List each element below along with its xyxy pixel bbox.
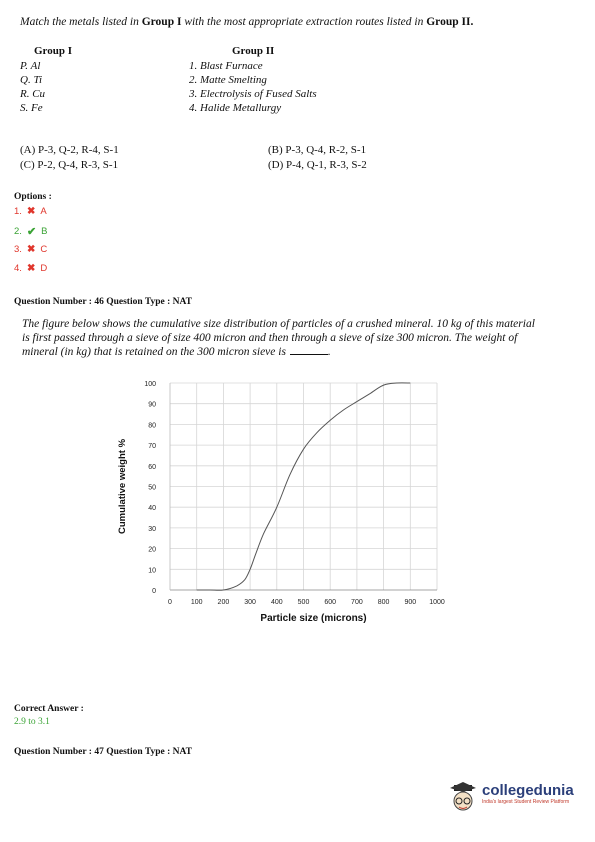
option-1 bbox=[14, 206, 47, 217]
q46-header: Question Number : 46 Question Type : NAT bbox=[14, 297, 192, 307]
x-tick-label: 0 bbox=[168, 599, 172, 606]
y-tick-labels bbox=[144, 381, 156, 595]
cross-icon: ✖ bbox=[26, 263, 36, 274]
group1-item: S. Fe bbox=[20, 102, 43, 114]
x-tick-label: 800 bbox=[377, 599, 390, 606]
x-axis-label: Particle size (microns) bbox=[260, 613, 367, 624]
group2-item: 4. Halide Metallurgy bbox=[189, 102, 282, 114]
q45-intro-group2: Group II. bbox=[426, 16, 474, 28]
y-tick-label: 10 bbox=[148, 567, 156, 575]
choice-d: (D) P-4, Q-1, R-3, S-2 bbox=[268, 159, 367, 171]
x-tick-label: 600 bbox=[324, 599, 337, 606]
x-tick-label: 100 bbox=[190, 599, 203, 606]
y-tick-label: 0 bbox=[152, 588, 156, 595]
mascot-icon bbox=[448, 782, 478, 814]
x-tick-label: 300 bbox=[244, 599, 256, 606]
q46-question-text bbox=[22, 317, 538, 359]
option-3 bbox=[14, 244, 47, 255]
x-tick-label: 900 bbox=[404, 599, 417, 606]
option-letter: C bbox=[40, 244, 48, 255]
group2-list bbox=[189, 59, 317, 115]
q45-intro-text: Match the metals listed in bbox=[20, 16, 142, 28]
y-tick-label: 20 bbox=[148, 546, 156, 554]
y-tick-label: 100 bbox=[144, 381, 156, 388]
x-tick-label: 1000 bbox=[429, 599, 445, 606]
option-number: 1. bbox=[14, 206, 22, 217]
collegedunia-logo bbox=[448, 782, 574, 814]
q46-text-body: The figure below shows the cumulative size distribution of particles of a crushed mineral. 10 kg of this material is first passed through a sieve of size 400 micron and then through a sieve of size 300 micron. The weight of mineral (in kg) that is retained on the 300 micron sieve is bbox=[22, 318, 535, 358]
y-tick-label: 50 bbox=[148, 484, 156, 492]
q47-header: Question Number : 47 Question Type : NAT bbox=[14, 747, 192, 757]
option-letter: D bbox=[40, 263, 48, 274]
group1-title: Group I bbox=[34, 45, 73, 57]
logo-tagline: India's largest Student Review Platform bbox=[482, 799, 570, 805]
group2-title: Group II bbox=[232, 45, 275, 57]
group1-item: R. Cu bbox=[20, 88, 46, 100]
option-letter: B bbox=[41, 226, 48, 237]
y-tick-label: 90 bbox=[148, 401, 156, 409]
x-tick-label: 500 bbox=[297, 599, 310, 606]
option-2 bbox=[14, 225, 48, 238]
chart-grid bbox=[170, 383, 437, 590]
choice-b: (B) P-3, Q-4, R-2, S-1 bbox=[268, 144, 367, 156]
answer-blank bbox=[290, 354, 328, 355]
group1-item: P. Al bbox=[20, 60, 41, 72]
group2-item: 2. Matte Smelting bbox=[189, 74, 267, 86]
y-tick-label: 70 bbox=[148, 443, 156, 451]
option-number: 3. bbox=[14, 244, 22, 255]
cross-icon: ✖ bbox=[26, 244, 36, 255]
x-tick-label: 200 bbox=[217, 599, 230, 606]
y-axis-label: Cumulative weight % bbox=[117, 438, 128, 535]
y-tick-label: 80 bbox=[148, 422, 156, 430]
y-tick-label: 30 bbox=[148, 525, 156, 533]
group2-item: 1. Blast Furnace bbox=[189, 60, 263, 72]
choice-a: (A) P-3, Q-2, R-4, S-1 bbox=[20, 144, 119, 156]
group1-item: Q. Ti bbox=[20, 74, 43, 86]
y-tick-label: 40 bbox=[148, 505, 156, 513]
option-letter: A bbox=[40, 206, 47, 217]
check-icon: ✔ bbox=[26, 226, 37, 238]
x-tick-labels bbox=[168, 599, 445, 606]
q46-text-end: . bbox=[327, 346, 331, 358]
group1-list bbox=[20, 59, 45, 115]
option-number: 2. bbox=[14, 226, 22, 237]
x-tick-label: 700 bbox=[351, 599, 363, 606]
correct-answer-label: Correct Answer : bbox=[14, 704, 84, 714]
cumulative-size-chart bbox=[112, 372, 457, 627]
y-tick-label: 60 bbox=[148, 463, 156, 471]
q45-intro-group1: Group I bbox=[141, 16, 182, 28]
choice-c: (C) P-2, Q-4, R-3, S-1 bbox=[20, 159, 119, 171]
group2-item: 3. Electrolysis of Fused Salts bbox=[189, 88, 317, 100]
cross-icon: ✖ bbox=[26, 206, 36, 217]
logo-wordmark: collegedunia bbox=[482, 782, 574, 799]
options-label: Options : bbox=[14, 192, 52, 202]
x-tick-label: 400 bbox=[270, 599, 283, 606]
correct-answer-value: 2.9 to 3.1 bbox=[14, 717, 50, 727]
q45-intro-text-mid: with the most appropriate extraction routes listed in bbox=[181, 16, 427, 28]
option-4 bbox=[14, 263, 47, 274]
q45-intro bbox=[20, 16, 473, 28]
option-number: 4. bbox=[14, 263, 22, 274]
